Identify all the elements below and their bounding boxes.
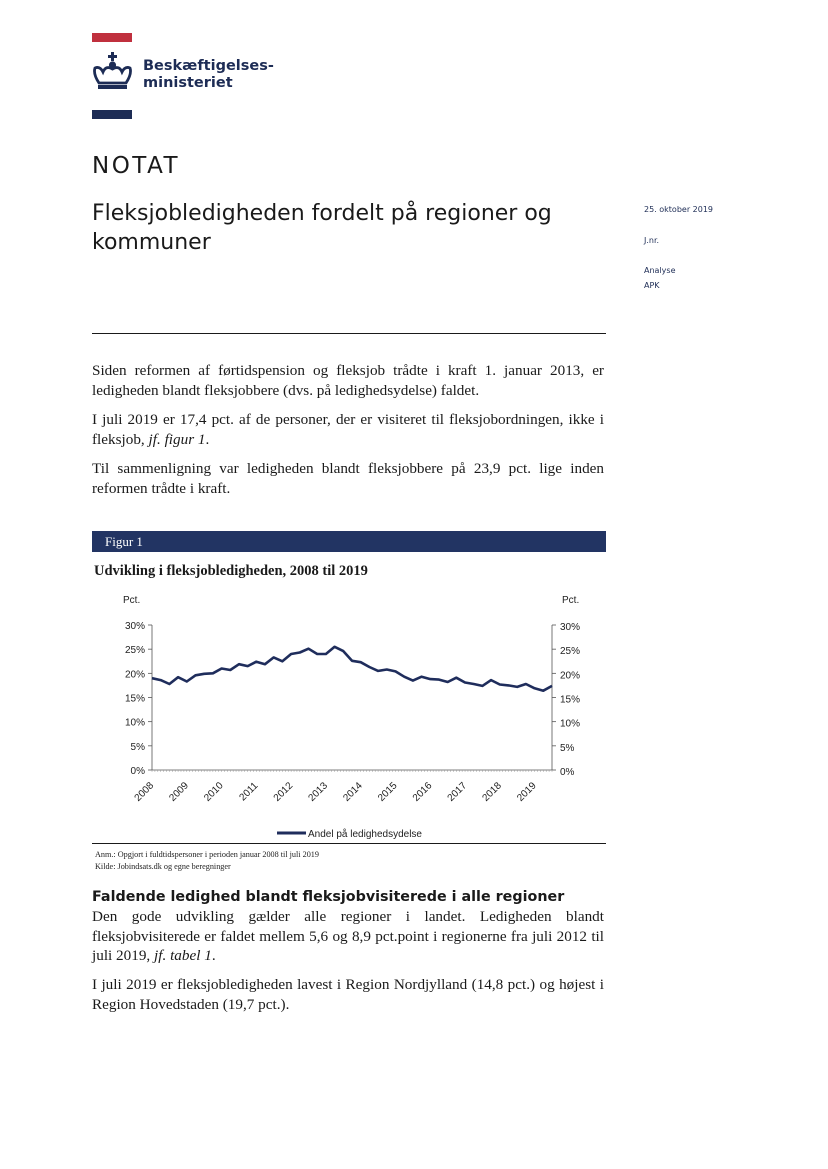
x-tick-label: 2014 [341,780,365,804]
figure-label: Figur 1 [105,534,143,549]
section2-paragraph-1 [92,907,604,966]
y-tick-label-right: 25% [560,646,581,658]
intro-p2-text: I juli 2019 er 17,4 pct. af de personer, der er visiteret til fleksjobordningen, ikke i fleksjob, [92,411,604,448]
figure-reference: jf. figur 1 [148,430,206,448]
section-heading: Faldende ledighed blandt fleksjobvisiterede i alle regioner [92,889,565,905]
y-tick-label-left: 30% [124,621,145,632]
meta-jnr: J.nr. [644,236,660,245]
y-tick-label-left: 10% [124,717,145,729]
logo-line1: Beskæftigelses- [143,58,274,74]
x-tick-label: 2013 [306,780,331,804]
chart-legend [277,828,422,840]
chart-series [152,647,552,691]
meta-date: 25. oktober 2019 [644,205,714,214]
legend-label: Andel på ledighedsydelse [308,829,422,840]
meta-unit: Analyse [644,266,676,275]
figure-header-bar [92,531,606,552]
y-tick-label-left: 25% [124,645,145,657]
logo-line2: ministeriet [143,75,233,91]
intro-paragraph-2 [92,410,604,449]
section2-paragraph-2: I juli 2019 er fleksjobledigheden lavest i Region Nordjylland (14,8 pct.) og højest i Region Hovedstaden (19,7 pct.). [92,976,604,1013]
series-line-andel-paa-ledighedsydelse [152,647,552,691]
x-tick-label: 2012 [271,780,296,804]
x-tick-label: 2011 [237,780,261,804]
y-axis-label-left: Pct. [123,595,141,606]
x-tick-label: 2018 [480,780,504,804]
figure-source: Kilde: Jobindsats.dk og egne beregninger [95,862,231,871]
figure-note: Anm.: Opgjort i fuldtidspersoner i perioden januar 2008 til juli 2019 [95,850,319,859]
y-tick-label-right: 20% [560,670,581,682]
x-tick-label: 2015 [376,780,400,804]
intro-p2-end: . [205,430,210,448]
y-tick-label-right: 5% [560,742,575,754]
y-tick-label-left: 0% [130,766,145,777]
crown-icon [92,52,134,92]
meta-initials: APK [644,281,660,290]
y-tick-label-left: 5% [130,741,145,753]
y-tick-label-right: 30% [560,622,581,633]
figure-title: Udvikling i fleksjobledigheden, 2008 til 2019 [94,563,368,579]
y-tick-label-right: 0% [560,767,575,778]
header-divider [92,333,606,334]
logo-text [143,58,274,92]
y-tick-label-right: 15% [560,694,581,706]
x-tick-label: 2019 [515,780,539,804]
section2-p1-end: . [211,947,216,964]
y-tick-label-left: 20% [124,669,145,681]
x-tick-label: 2008 [132,780,157,804]
x-tick-label: 2017 [445,780,470,804]
x-tick-label: 2016 [410,780,435,804]
page-title: Fleksjobledigheden fordelt på regioner og kommuner [92,201,552,255]
y-tick-label-left: 15% [124,693,145,705]
intro-paragraph-3: Til sammenligning var ledigheden blandt fleksjobbere på 23,9 pct. lige inden reformen trådte i kraft. [92,460,604,497]
section2-p1-text: Den gode udvikling gælder alle regioner i landet. Ledigheden blandt fleksjobvisiterede er faldet mellem 5,6 og 8,9 pct.point i regionerne fra juli 2012 til juli 2019, [92,908,604,964]
y-tick-label-right: 10% [560,718,581,730]
chart-axes [123,595,579,606]
x-tick-label: 2010 [202,780,226,804]
figure-divider [92,843,606,844]
logo-blue-bar [92,110,132,119]
chart-ticks [125,621,580,804]
x-tick-label: 2009 [167,780,191,804]
logo-red-bar [92,33,132,42]
intro-paragraph-1: Siden reformen af førtidspension og fleksjob trådte i kraft 1. januar 2013, er ledigheden blandt fleksjobbere (dvs. på ledighedsydelse) faldet. [92,362,604,399]
table-reference: jf. tabel 1 [154,947,212,964]
y-axis-label-right: Pct. [562,595,580,606]
document-type: NOTAT [92,153,181,179]
line-chart [92,585,606,845]
